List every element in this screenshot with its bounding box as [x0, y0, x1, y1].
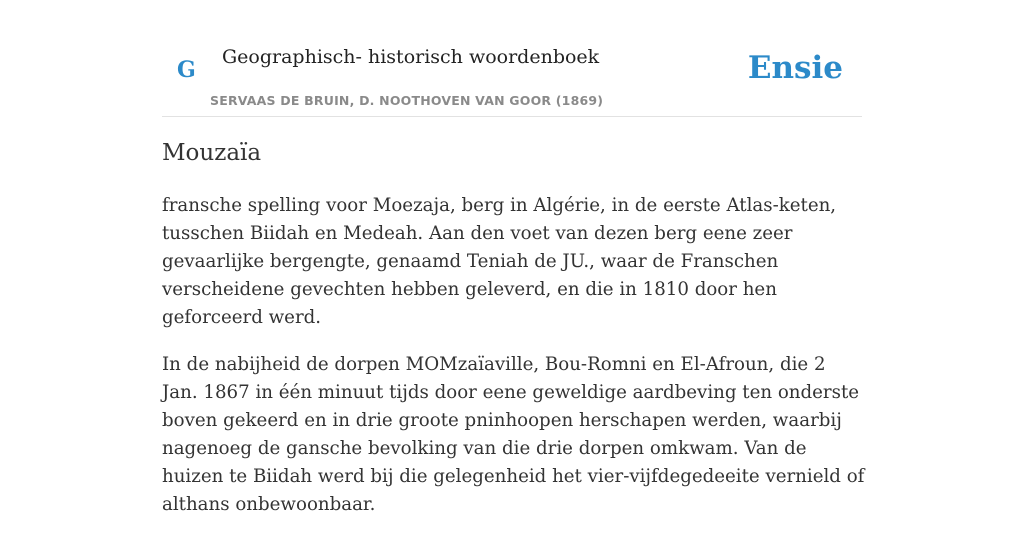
book-authors: SERVAAS DE BRUIN, D. NOOTHOVEN VAN GOOR (1869) [210, 93, 604, 108]
ensie-logo[interactable]: Ensie [747, 50, 843, 86]
dictionary-logo-icon[interactable]: G [177, 57, 196, 83]
dictionary-header [162, 36, 862, 117]
book-title[interactable]: Geographisch- historisch woordenboek [222, 46, 600, 68]
entry-title: Mouzaïa [162, 140, 262, 166]
entry-paragraph: fransche spelling voor Moezaja, berg in Algérie, in de eerste Atlas-keten, tusschen Biidah en Medeah. Aan den voet van dezen berg eene zeer gevaarlijke bergengte, genaamd Teniah de JU., waar de Franschen verscheidene gevechten hebben geleverd, en die in 1810 door hen geforceerd werd. [162, 195, 837, 328]
entry-paragraph: In de nabijheid de dorpen MOMzaïaville, Bou-Romni en El-Afroun, die 2 Jan. 1867 in één minuut tijds door eene geweldige aardbeving ten onderste boven gekeerd en in drie groote pninhoopen herschapen werden, waarbij nagenoeg de gansche bevolking van die drie dorpen omkwam. Van de huizen te Biidah werd bij die gelegenheid het vier-vijfdegedeeite vernield of althans onbewoonbaar. [162, 354, 865, 515]
entry-content [162, 192, 866, 538]
